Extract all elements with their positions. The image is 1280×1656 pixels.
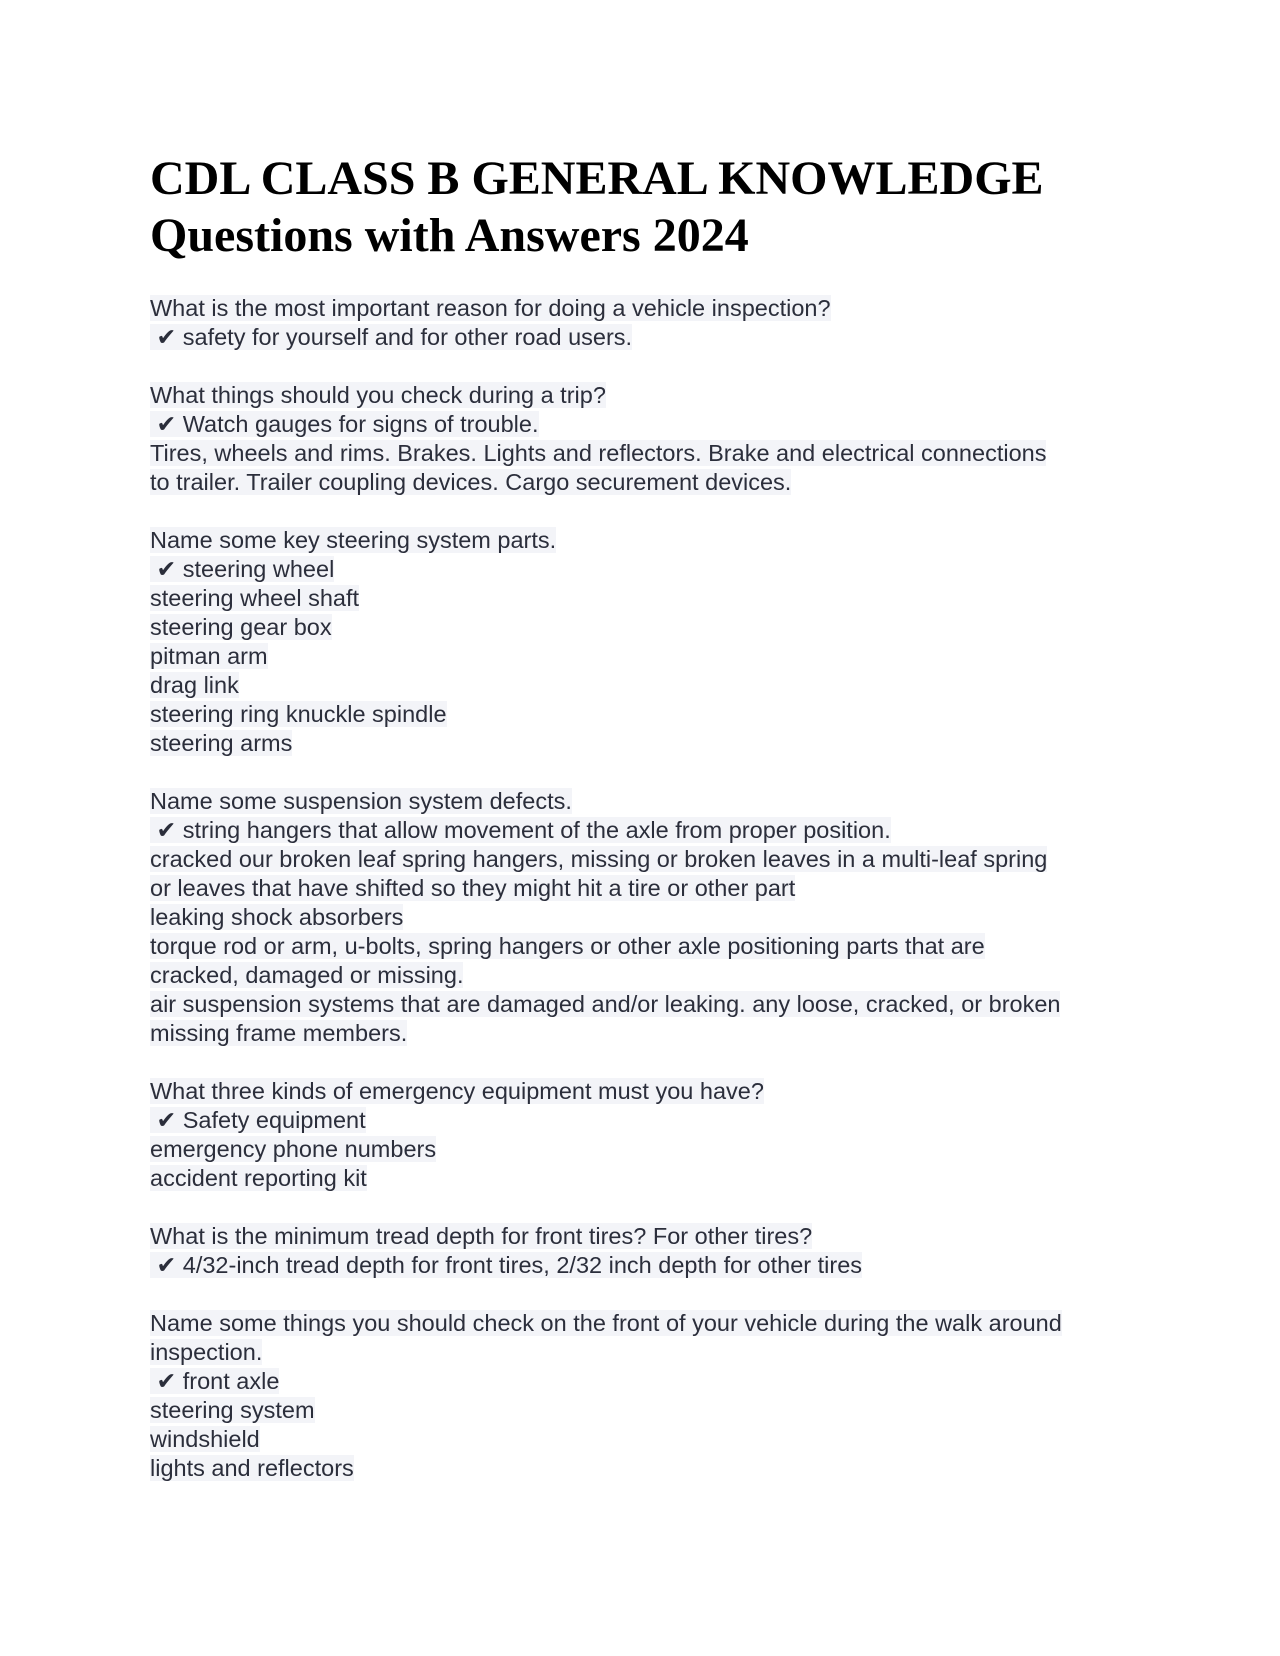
answer-text	[150, 1367, 1130, 1396]
question-line: What is the minimum tread depth for front tires? For other tires?	[150, 1223, 813, 1249]
qa-block	[150, 787, 1130, 1048]
answer-line: emergency phone numbers	[150, 1136, 437, 1162]
answer-text	[150, 642, 1130, 671]
answer-line: or leaves that have shifted so they might hit a tire or other part	[150, 875, 796, 901]
answer-line: leaking shock absorbers	[150, 904, 404, 930]
answer-line: to trailer. Trailer coupling devices. Cargo securement devices.	[150, 469, 792, 495]
qa-block	[150, 294, 1130, 352]
question-line: Name some things you should check on the front of your vehicle during the walk around	[150, 1310, 1062, 1336]
answer-line: ✔ 4/32-inch tread depth for front tires, 2/32 inch depth for other tires	[150, 1252, 863, 1278]
answer-text	[150, 961, 1130, 990]
answer-text	[150, 323, 1130, 352]
answer-text	[150, 1135, 1130, 1164]
answer-text	[150, 584, 1130, 613]
question-line: What three kinds of emergency equipment must you have?	[150, 1078, 764, 1104]
answer-text	[150, 613, 1130, 642]
answer-line: ✔ Safety equipment	[150, 1107, 366, 1133]
answer-text	[150, 1396, 1130, 1425]
question-text	[150, 1077, 1130, 1106]
answer-text	[150, 439, 1130, 468]
answer-line: steering gear box	[150, 614, 332, 640]
qa-block	[150, 1222, 1130, 1280]
answer-line: ✔ front axle	[150, 1368, 280, 1394]
answer-text	[150, 1251, 1130, 1280]
question-text	[150, 1222, 1130, 1251]
answer-line: steering wheel shaft	[150, 585, 360, 611]
answer-text	[150, 555, 1130, 584]
answer-line: cracked our broken leaf spring hangers, missing or broken leaves in a multi-leaf spring	[150, 846, 1048, 872]
answer-text	[150, 932, 1130, 961]
qa-block	[150, 526, 1130, 758]
question-text	[150, 526, 1130, 555]
answer-text	[150, 468, 1130, 497]
answer-text	[150, 816, 1130, 845]
title-line-1: CDL CLASS B GENERAL KNOWLEDGE	[150, 152, 1044, 205]
answer-text	[150, 1164, 1130, 1193]
answer-line: ✔ steering wheel	[150, 556, 335, 582]
qa-list	[150, 294, 1130, 1483]
answer-text	[150, 845, 1130, 874]
answer-text	[150, 990, 1130, 1019]
answer-line: windshield	[150, 1426, 260, 1452]
answer-line: inspection.	[150, 1339, 263, 1365]
question-text	[150, 787, 1130, 816]
answer-line: steering ring knuckle spindle	[150, 701, 447, 727]
answer-line: steering arms	[150, 730, 293, 756]
answer-line: torque rod or arm, u-bolts, spring hangers or other axle positioning parts that are	[150, 933, 985, 959]
answer-text	[150, 1425, 1130, 1454]
answer-text	[150, 1106, 1130, 1135]
answer-text	[150, 729, 1130, 758]
question-text	[150, 294, 1130, 323]
document-page	[150, 150, 1130, 1512]
title-line-2: Questions with Answers 2024	[150, 209, 749, 262]
answer-line: air suspension systems that are damaged and/or leaking. any loose, cracked, or broken	[150, 991, 1061, 1017]
answer-text	[150, 1019, 1130, 1048]
answer-text	[150, 700, 1130, 729]
answer-line: ✔ string hangers that allow movement of the axle from proper position.	[150, 817, 891, 843]
question-line: Name some key steering system parts.	[150, 527, 557, 553]
answer-line: steering system	[150, 1397, 315, 1423]
answer-line: ✔ safety for yourself and for other road users.	[150, 324, 633, 350]
answer-text	[150, 1338, 1130, 1367]
question-text	[150, 381, 1130, 410]
question-line: What is the most important reason for doing a vehicle inspection?	[150, 295, 831, 321]
answer-text	[150, 671, 1130, 700]
answer-text	[150, 874, 1130, 903]
answer-text	[150, 1454, 1130, 1483]
answer-line: accident reporting kit	[150, 1165, 367, 1191]
qa-block	[150, 381, 1130, 497]
answer-line: Tires, wheels and rims. Brakes. Lights and reflectors. Brake and electrical connections	[150, 440, 1047, 466]
answer-text	[150, 410, 1130, 439]
question-line: Name some suspension system defects.	[150, 788, 572, 814]
question-line: What things should you check during a trip?	[150, 382, 606, 408]
answer-line: drag link	[150, 672, 239, 698]
document-title	[150, 150, 1130, 264]
qa-block	[150, 1077, 1130, 1193]
answer-text	[150, 903, 1130, 932]
answer-line: lights and reflectors	[150, 1455, 354, 1481]
question-text	[150, 1309, 1130, 1338]
answer-line: pitman arm	[150, 643, 268, 669]
answer-line: cracked, damaged or missing.	[150, 962, 464, 988]
answer-line: missing frame members.	[150, 1020, 408, 1046]
qa-block	[150, 1309, 1130, 1483]
answer-line: ✔ Watch gauges for signs of trouble.	[150, 411, 539, 437]
